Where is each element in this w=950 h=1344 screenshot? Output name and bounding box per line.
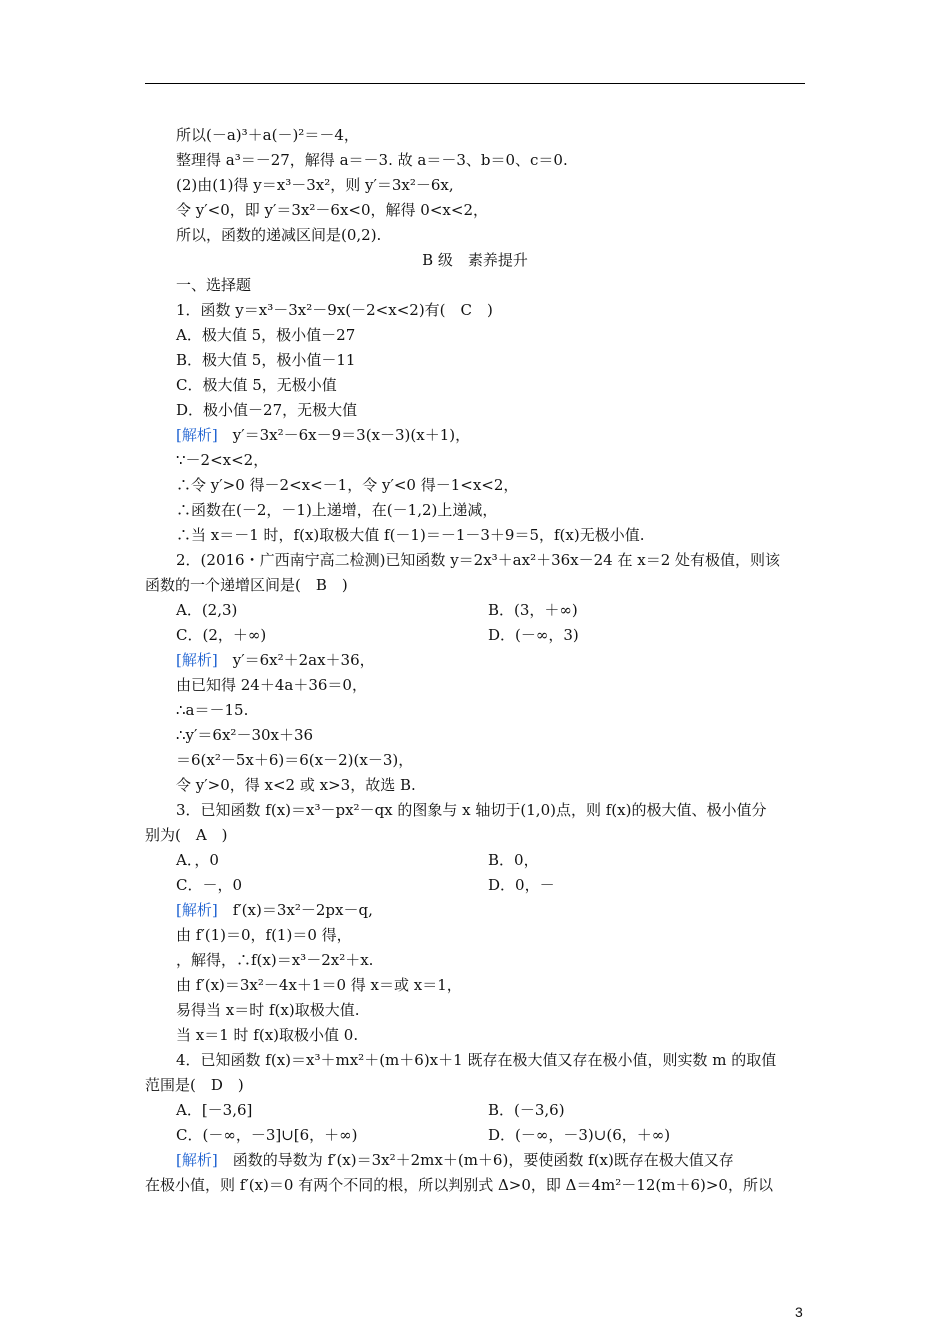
line-text: B．极大值 5，极小值－11 (176, 351, 356, 369)
line-text: f′(x)＝3x²－2px－q, (217, 901, 373, 919)
text-line (176, 350, 355, 370)
line-text: B．(3，＋∞) (488, 601, 578, 619)
text-line (176, 125, 359, 145)
text-line (176, 650, 375, 670)
line-text: 别为( A ) (145, 826, 228, 844)
text-line (176, 800, 766, 820)
text-line (176, 200, 488, 220)
analysis-tag: [解析] (176, 1151, 218, 1169)
line-text: 4．已知函数 f(x)＝x³＋mx²＋(m＋6)x＋1 既存在极大值又存在极小值，则实数 m 的取值 (176, 1051, 777, 1069)
line-text: ∴y′＝6x²－30x＋36 (176, 726, 314, 744)
text-line (488, 625, 579, 645)
line-text: D．极小值－27，无极大值 (176, 401, 358, 419)
line-text: 令 y′<0，即 y′＝3x²－6x<0，解得 0<x<2， (176, 201, 488, 219)
text-line (176, 400, 357, 420)
header-rule (145, 83, 805, 84)
line-text: 所以(－a)³＋a(－)²＝－4， (176, 126, 359, 144)
analysis-tag: [解析] (176, 901, 218, 919)
line-text: 2．(2016・广西南宁高二检测)已知函数 y＝2x³＋ax²＋36x－24 在 x＝2 处有极值，则该 (176, 551, 781, 569)
text-line (176, 450, 268, 470)
text-line (488, 850, 539, 870)
text-line (488, 1100, 565, 1120)
line-text: 由已知得 24＋4a＋36＝0， (176, 676, 367, 694)
text-line (176, 175, 454, 195)
line-text: C．－，0 (176, 876, 243, 894)
line-text: D．(－∞，3) (488, 626, 579, 644)
text-line (176, 925, 352, 945)
text-line (145, 1075, 244, 1095)
line-text: A．(2,3) (176, 601, 238, 619)
line-text: 3．已知函数 f(x)＝x³－px²－qx 的图象与 x 轴切于(1,0)点，则 f(x)的极大值、极小值分 (176, 801, 767, 819)
line-text: ∴函数在(－2，－1)上递增，在(－1,2)上递减， (176, 501, 498, 519)
text-line (176, 225, 381, 245)
text-line (176, 950, 373, 970)
text-line (176, 1025, 358, 1045)
analysis-tag: [解析] (176, 651, 218, 669)
text-line (176, 1050, 776, 1070)
line-text: A．[－3,6] (176, 1101, 253, 1119)
text-line (176, 300, 493, 320)
text-line (176, 1000, 359, 1020)
line-text: ∴令 y′>0 得－2<x<－1，令 y′<0 得－1<x<2， (176, 476, 519, 494)
line-text: 由 f′(x)＝3x²－4x＋1＝0 得 x＝或 x＝1， (176, 976, 462, 994)
text-line (176, 275, 251, 295)
line-text: y′＝6x²＋2ax＋36， (217, 651, 375, 669)
line-text: B 级 素养提升 (422, 251, 528, 269)
text-line (176, 975, 462, 995)
line-text: A．，0 (176, 851, 219, 869)
text-line (145, 575, 348, 595)
text-line (145, 825, 228, 845)
line-text: D．(－∞，－3)∪(6，＋∞) (488, 1126, 671, 1144)
line-text: (2)由(1)得 y＝x³－3x²，则 y′＝3x²－6x, (176, 176, 454, 194)
text-line (176, 1100, 252, 1120)
line-text: ，解得，∴f(x)＝x³－2x²＋x. (176, 951, 374, 969)
text-line (176, 850, 219, 870)
text-line (145, 250, 805, 270)
text-line (176, 600, 237, 620)
line-text: ∴a＝－15. (176, 701, 249, 719)
text-line (488, 875, 555, 895)
text-line (176, 675, 367, 695)
line-text: 在极小值，则 f′(x)＝0 有两个不同的根，所以判别式 Δ>0，即 Δ＝4m²－12(m＋6)>0，所以 (145, 1176, 773, 1194)
line-text: C．(－∞，－3]∪[6，＋∞) (176, 1126, 358, 1144)
line-text: 所以，函数的递减区间是(0,2). (176, 226, 382, 244)
line-text: 由 f′(1)＝0，f(1)＝0 得， (176, 926, 352, 944)
text-line (176, 375, 337, 395)
line-text: 函数的一个递增区间是( B ) (145, 576, 348, 594)
text-line (176, 325, 355, 345)
line-text: D．0，－ (488, 876, 555, 894)
text-line (176, 500, 497, 520)
page-number: 3 (795, 1304, 803, 1320)
text-line (176, 150, 568, 170)
text-line (176, 625, 266, 645)
line-text: 范围是( D ) (145, 1076, 244, 1094)
analysis-tag: [解析] (176, 426, 218, 444)
text-line (145, 1175, 773, 1195)
line-text: 1．函数 y＝x³－3x²－9x(－2<x<2)有( C ) (176, 301, 493, 319)
text-line (176, 550, 780, 570)
line-text: B．(－3,6) (488, 1101, 565, 1119)
line-text: ∴当 x＝－1 时，f(x)取极大值 f(－1)＝－1－3＋9＝5，f(x)无极小值. (176, 526, 645, 544)
line-text: ＝6(x²－5x＋6)＝6(x－2)(x－3)， (176, 751, 414, 769)
text-line (176, 425, 470, 445)
text-line (176, 475, 518, 495)
line-text: 易得当 x＝时 f(x)取极大值. (176, 1001, 360, 1019)
text-line (176, 525, 644, 545)
text-line (176, 775, 416, 795)
text-line (176, 700, 248, 720)
text-line (176, 875, 242, 895)
text-line (176, 725, 313, 745)
text-line (488, 1125, 670, 1145)
line-text: ∵－2<x<2， (176, 451, 269, 469)
text-line (176, 1125, 358, 1145)
line-text: 一、选择题 (176, 276, 252, 294)
text-line (488, 600, 578, 620)
line-text: 整理得 a³＝－27，解得 a＝－3. 故 a＝－3、b＝0、c＝0. (176, 151, 568, 169)
line-text: C．(2，＋∞) (176, 626, 267, 644)
text-line (176, 1150, 734, 1170)
line-text: B．0， (488, 851, 539, 869)
line-text: 令 y′>0，得 x<2 或 x>3，故选 B. (176, 776, 416, 794)
line-text: 函数的导数为 f′(x)＝3x²＋2mx＋(m＋6)，要使函数 f(x)既存在极大值又存 (217, 1151, 734, 1169)
text-line (176, 900, 373, 920)
line-text: 当 x＝1 时 f(x)取极小值 0. (176, 1026, 359, 1044)
line-text: A．极大值 5，极小值－27 (176, 326, 356, 344)
line-text: y′＝3x²－6x－9＝3(x－3)(x＋1)， (217, 426, 471, 444)
line-text: C．极大值 5，无极小值 (176, 376, 337, 394)
text-line (176, 750, 413, 770)
